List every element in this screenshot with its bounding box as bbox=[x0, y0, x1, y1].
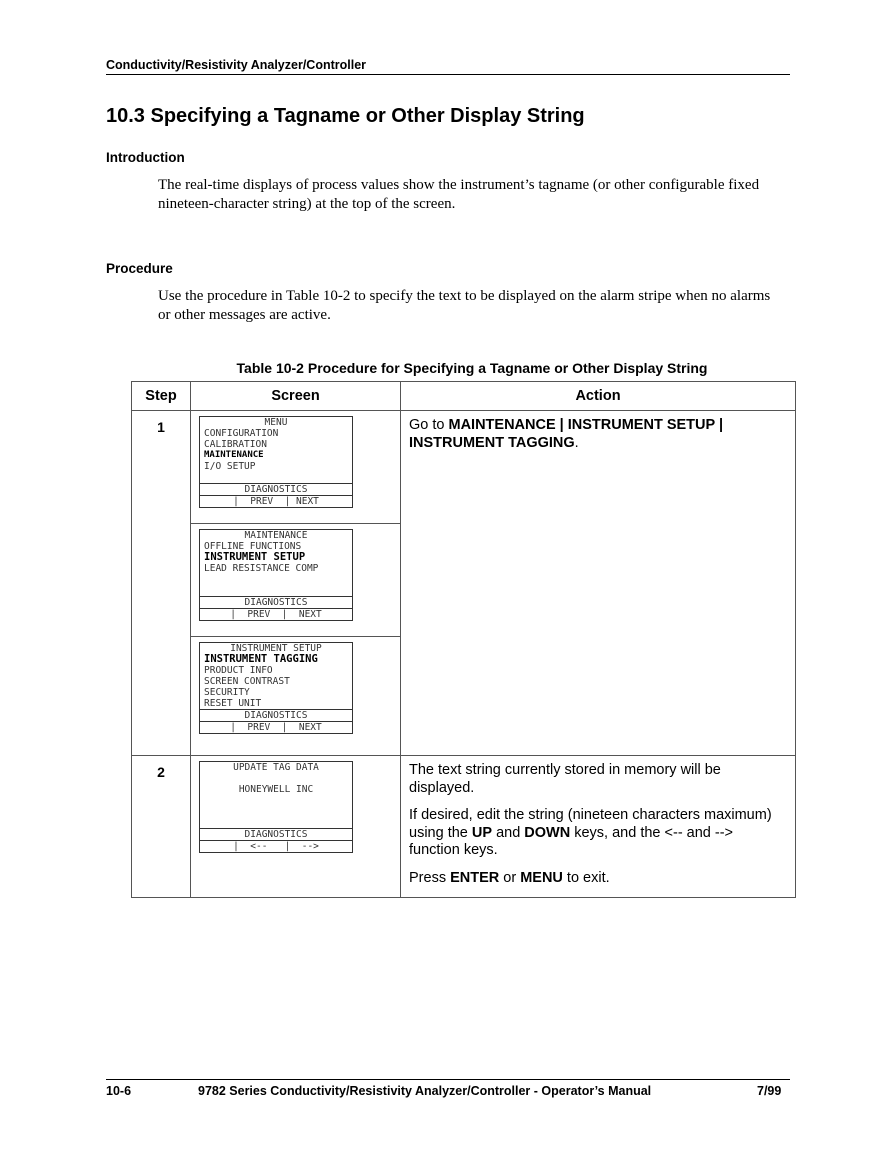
lcd-screen-update-tag bbox=[199, 761, 353, 853]
lcd-diagnostics: DIAGNOSTICS bbox=[200, 709, 352, 721]
step1-action: Go to MAINTENANCE | INSTRUMENT SETUP | INSTRUMENT TAGGING. bbox=[409, 417, 723, 451]
table-row bbox=[132, 411, 796, 524]
lcd-line: CALIBRATION bbox=[204, 439, 267, 450]
section-title: 10.3 Specifying a Tagname or Other Display String bbox=[106, 105, 585, 127]
lcd-line bbox=[200, 585, 352, 596]
step2-action-1: The text string currently stored in memory will be displayed. bbox=[409, 762, 721, 796]
screen-cell bbox=[191, 524, 401, 637]
lcd-line bbox=[200, 472, 352, 483]
step-number: 1 bbox=[132, 411, 191, 756]
lcd-blank-line bbox=[200, 795, 352, 806]
lcd-screen-maintenance bbox=[199, 529, 353, 621]
procedure-heading: Procedure bbox=[106, 261, 173, 276]
lcd-line: OFFLINE FUNCTIONS bbox=[204, 541, 302, 552]
lcd-blank-line bbox=[200, 817, 352, 828]
step2-action-3: Press ENTER or MENU to exit. bbox=[409, 869, 610, 886]
lcd-line bbox=[200, 574, 352, 585]
screen-header: Screen bbox=[191, 382, 401, 411]
lcd-title: MENU bbox=[264, 417, 288, 428]
lcd-screen-instrument-setup bbox=[199, 642, 353, 734]
footer-date: 7/99 bbox=[757, 1084, 782, 1098]
lcd-line: CONFIGURATION bbox=[204, 428, 279, 439]
table-header-row bbox=[132, 382, 796, 411]
lcd-line-selected: MAINTENANCE bbox=[204, 450, 264, 460]
action-cell bbox=[401, 411, 796, 756]
lcd-line-selected: INSTRUMENT TAGGING bbox=[204, 654, 318, 665]
lcd-function-keys: | PREV | NEXT bbox=[200, 495, 352, 507]
header-rule bbox=[106, 74, 790, 75]
action-header: Action bbox=[401, 382, 796, 411]
lcd-line: SECURITY bbox=[204, 687, 250, 698]
screen-cell bbox=[191, 411, 401, 524]
procedure-table bbox=[131, 381, 796, 898]
lcd-function-keys: | PREV | NEXT bbox=[200, 608, 352, 620]
footer-rule bbox=[106, 1079, 790, 1080]
lcd-line: RESET UNIT bbox=[204, 698, 262, 709]
step-number: 2 bbox=[132, 756, 191, 898]
lcd-line-selected: INSTRUMENT SETUP bbox=[204, 552, 306, 563]
footer-page-number: 10-6 bbox=[106, 1084, 132, 1098]
introduction-heading: Introduction bbox=[106, 150, 185, 165]
step-header: Step bbox=[132, 382, 191, 411]
lcd-screen-menu bbox=[199, 416, 353, 508]
introduction-text: The real-time displays of process values show the instrument’s tagname (or other configurable fixed nineteen-character string) at the top of the screen. bbox=[158, 177, 760, 212]
lcd-title: MAINTENANCE bbox=[244, 530, 308, 541]
lcd-blank-line bbox=[200, 806, 352, 817]
lcd-line: I/O SETUP bbox=[204, 461, 256, 472]
lcd-diagnostics: DIAGNOSTICS bbox=[200, 828, 352, 840]
running-header: Conductivity/Resistivity Analyzer/Controller bbox=[106, 58, 367, 72]
lcd-line: SCREEN CONTRAST bbox=[204, 676, 290, 687]
table-row bbox=[132, 756, 796, 898]
action-cell bbox=[401, 756, 796, 898]
lcd-diagnostics: DIAGNOSTICS bbox=[200, 596, 352, 608]
lcd-diagnostics: DIAGNOSTICS bbox=[200, 483, 352, 495]
screen-cell bbox=[191, 756, 401, 898]
lcd-blank-line bbox=[200, 773, 352, 784]
procedure-text: Use the procedure in Table 10-2 to specify the text to be displayed on the alarm stripe when no alarms or other messages are active. bbox=[158, 288, 771, 323]
footer-title: 9782 Series Conductivity/Resistivity Analyzer/Controller - Operator’s Manual bbox=[198, 1084, 652, 1098]
table-caption: Table 10-2 Procedure for Specifying a Tagname or Other Display String bbox=[236, 360, 708, 376]
lcd-tag-value: HONEYWELL INC bbox=[238, 784, 314, 795]
screen-cell bbox=[191, 637, 401, 756]
lcd-line: PRODUCT INFO bbox=[204, 665, 273, 676]
lcd-line: LEAD RESISTANCE COMP bbox=[204, 563, 319, 574]
step2-action-2: If desired, edit the string (nineteen characters maximum) using the UP and DOWN keys, and the <-- and --> function keys. bbox=[409, 807, 772, 858]
lcd-function-keys: | <-- | --> bbox=[200, 840, 352, 852]
lcd-title: UPDATE TAG DATA bbox=[233, 762, 319, 773]
lcd-title: INSTRUMENT SETUP bbox=[230, 643, 322, 654]
lcd-function-keys: | PREV | NEXT bbox=[200, 721, 352, 733]
menu-path: MAINTENANCE | INSTRUMENT SETUP | INSTRUMENT TAGGING bbox=[409, 417, 723, 451]
